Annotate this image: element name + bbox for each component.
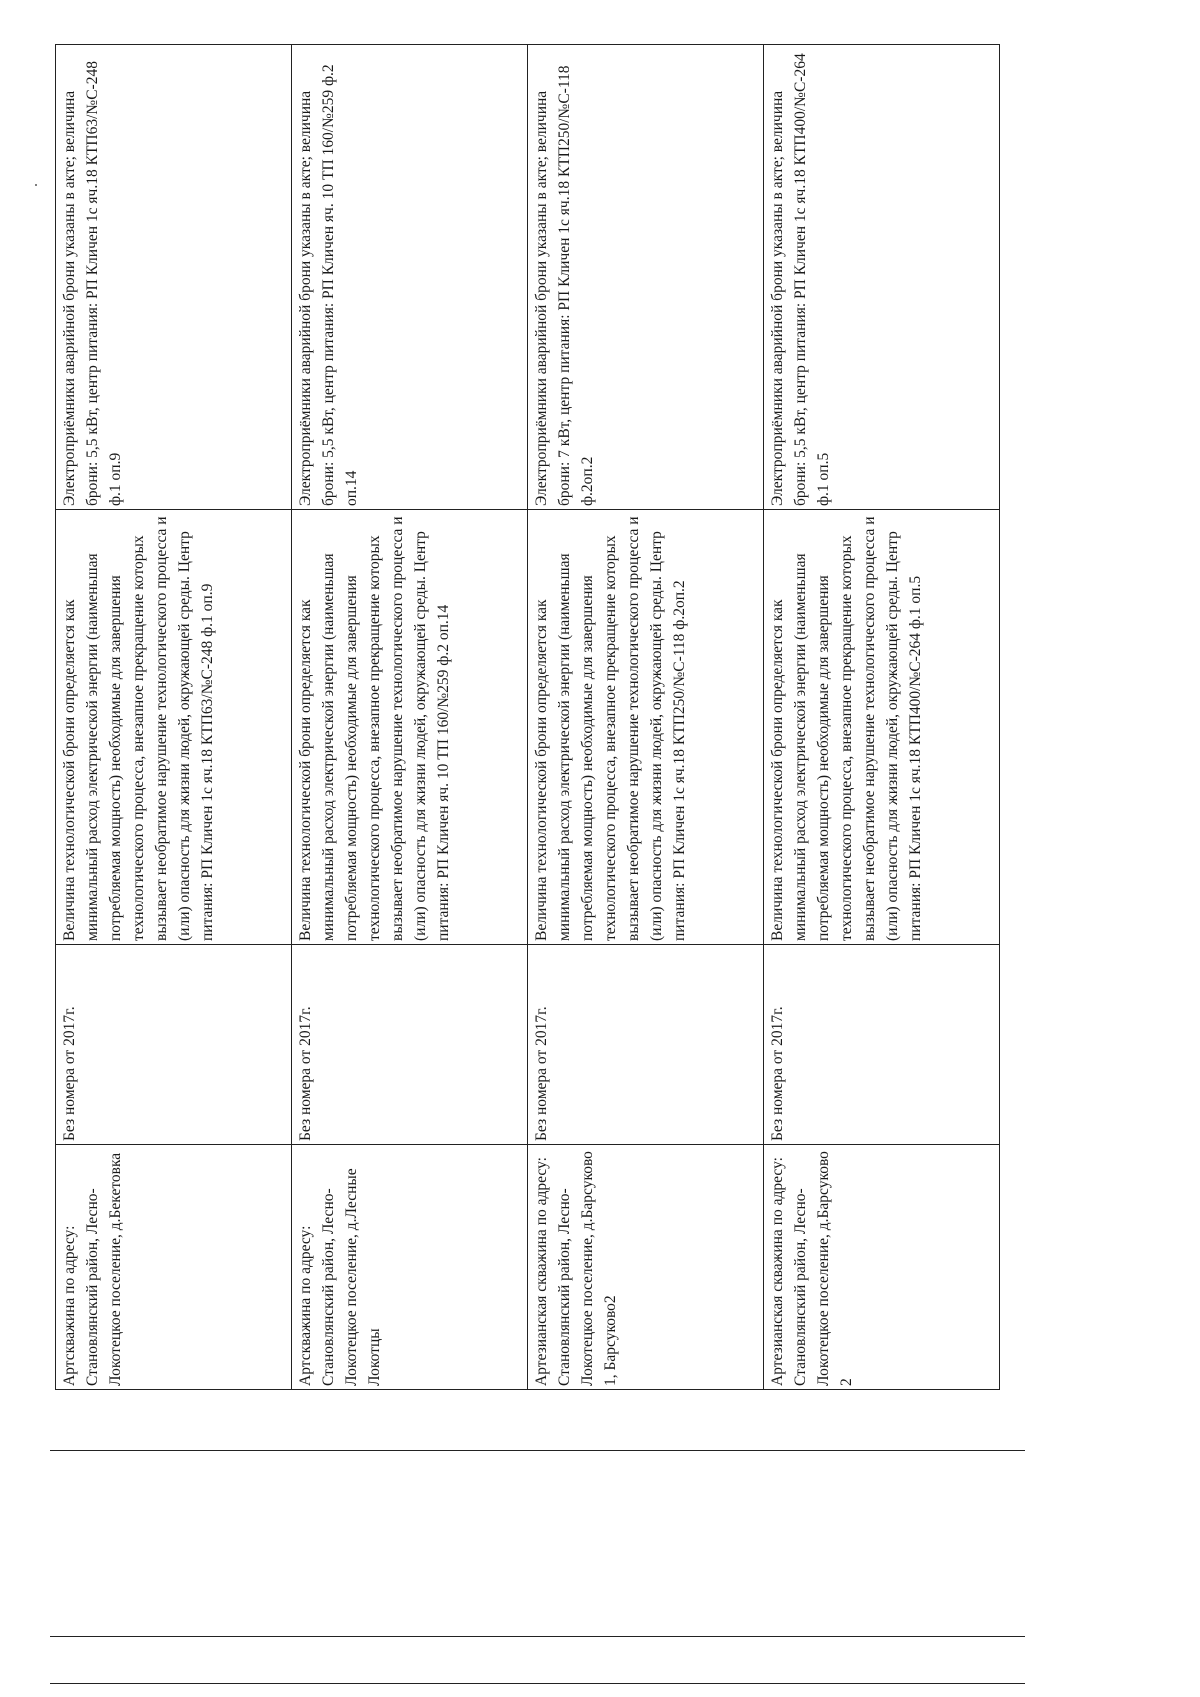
object-cell: Артскважина по адресу: Становлянский район, Лесно-Локотецкое поселение, д.Лесные Локотцы — [292, 1145, 528, 1390]
document-cell: Без номера от 2017г. — [56, 945, 292, 1145]
table-row — [56, 45, 292, 1390]
emergency-reserve-cell: Электроприёмники аварийной брони указаны в акте; величина брони: 7 кВт, центр питания: РП Кличен 1с яч.18 КТП250/№С-118 ф.2оп.2 — [528, 45, 764, 510]
table-row — [764, 45, 1000, 1390]
document-cell: Без номера от 2017г. — [764, 945, 1000, 1145]
object-cell: Артскважина по адресу: Становлянский район, Лесно-Локотецкое поселение, д.Бекетовка — [56, 1145, 292, 1390]
table-row — [528, 45, 764, 1390]
horizontal-rule — [50, 1683, 1025, 1684]
document-cell: Без номера от 2017г. — [528, 945, 764, 1145]
object-cell: Артезианская скважина по адресу: Становлянский район, Лесно-Локотецкое поселение, д.Барсуково 2 — [764, 1145, 1000, 1390]
emergency-reserve-cell: Электроприёмники аварийной брони указаны в акте; величина брони: 5,5 кВт, центр питания: РП Кличен яч. 10 ТП 160/№259 ф.2 оп.14 — [292, 45, 528, 510]
table-row — [292, 45, 528, 1390]
technological-reserve-cell: Величина технологической брони определяется как минимальный расход электрической энергии (наименьшая потребляемая мощность) необходимые для завершения технологического процесса, внезапное прекращение которых вызывает необратимое нарушение технологического процесса и (или) опасность для жизни людей, окружающей среды. Центр питания: РП Кличен 1с яч.18 КТП63/№С-248 ф.1 оп.9 — [56, 510, 292, 945]
horizontal-rule — [50, 1636, 1025, 1637]
rotated-table-wrapper — [55, 45, 1000, 1390]
horizontal-rule — [50, 1450, 1025, 1451]
technological-reserve-cell: Величина технологической брони определяется как минимальный расход электрической энергии (наименьшая потребляемая мощность) необходимые для завершения технологического процесса, внезапное прекращение которых вызывает необратимое нарушение технологического процесса и (или) опасность для жизни людей, окружающей среды. Центр питания: РП Кличен 1с яч.18 КТП400/№С-264 ф.1 оп.5 — [764, 510, 1000, 945]
technological-reserve-cell: Величина технологической брони определяется как минимальный расход электрической энергии (наименьшая потребляемая мощность) необходимые для завершения технологического процесса, внезапное прекращение которых вызывает необратимое нарушение технологического процесса и (или) опасность для жизни людей, окружающей среды. Центр питания: РП Кличен яч. 10 ТП 160/№259 ф.2 оп.14 — [292, 510, 528, 945]
scan-speck — [35, 184, 37, 186]
emergency-reserve-cell: Электроприёмники аварийной брони указаны в акте; величина брони: 5,5 кВт, центр питания: РП Кличен 1с яч.18 КТП63/№С-248 ф.1 оп.9 — [56, 45, 292, 510]
object-cell: Артезианская скважина по адресу: Становлянский район, Лесно-Локотецкое поселение, д.Барсуково 1, Барсуково2 — [528, 1145, 764, 1390]
technological-reserve-cell: Величина технологической брони определяется как минимальный расход электрической энергии (наименьшая потребляемая мощность) необходимые для завершения технологического процесса, внезапное прекращение которых вызывает необратимое нарушение технологического процесса и (или) опасность для жизни людей, окружающей среды. Центр питания: РП Кличен 1с яч.18 КТП250/№С-118 ф.2оп.2 — [528, 510, 764, 945]
emergency-reserve-cell: Электроприёмники аварийной брони указаны в акте; величина брони: 5,5 кВт, центр питания: РП Кличен 1с яч.18 КТП400/№С-264 ф.1 оп.5 — [764, 45, 1000, 510]
reservation-table — [55, 44, 1000, 1390]
document-cell: Без номера от 2017г. — [292, 945, 528, 1145]
